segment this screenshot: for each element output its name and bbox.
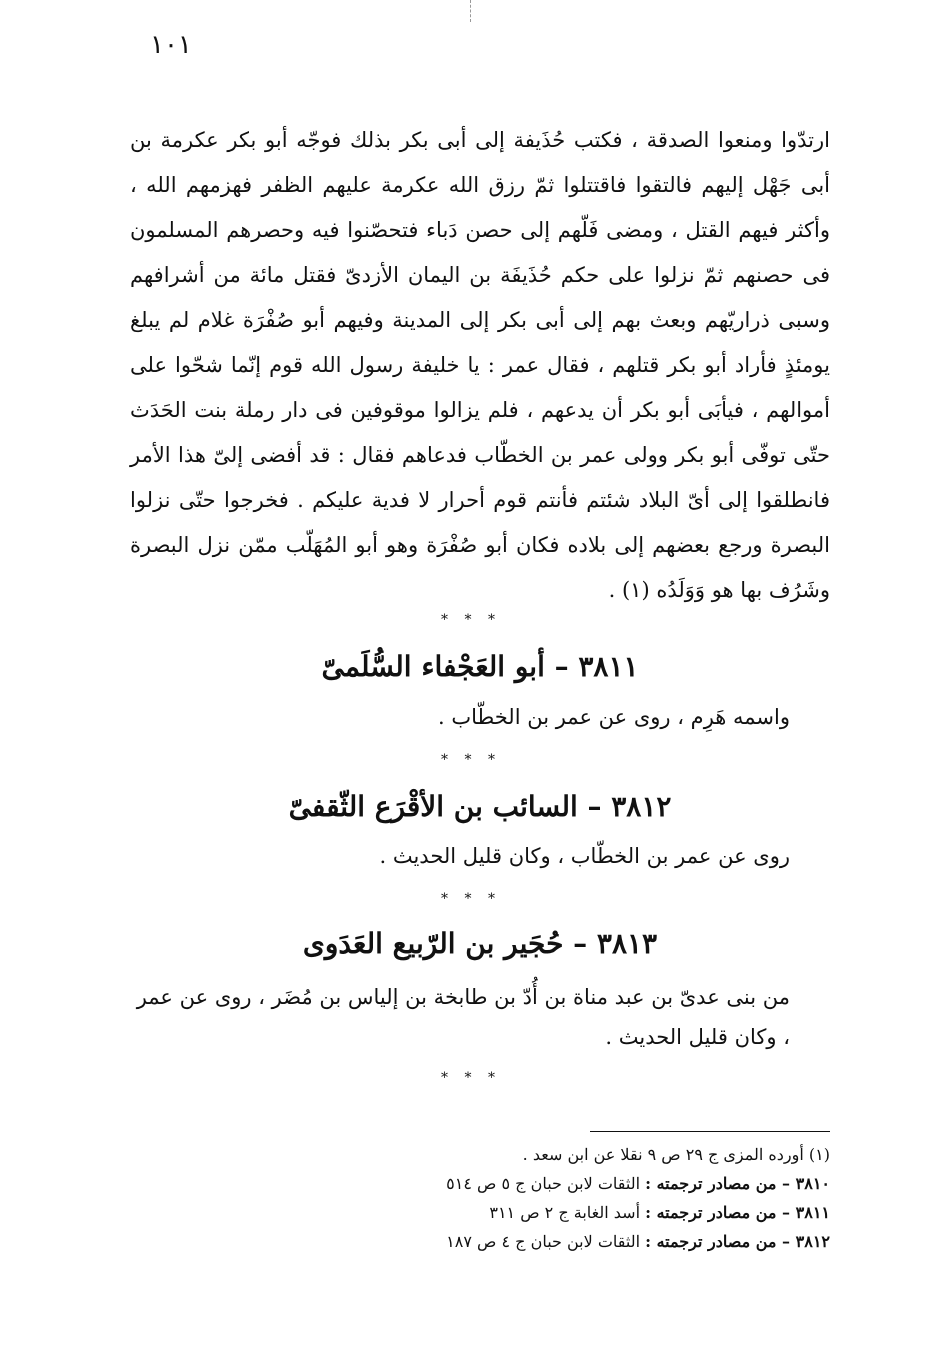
section-separator: * * * [441,891,501,907]
entry-heading-3811: ٣٨١١ – أبو العَجْفاء السُّلَمىّ [321,650,639,683]
source-label: ٣٨١٠ – من مصادر ترجمته : [645,1174,830,1193]
main-paragraph-text: ارتدّوا ومنعوا الصدقة ، فكتب حُذَيفة إلى أبى بكر بذلك فوجّه أبو بكر عكرمة بن أبى جَهْل إليهم فالتقوا فاقتتلوا ثمّ رزق الله عكرمة عليهم الظفر فهزمهم الله ، وأكثر فيهم القتل ، ومضى فَلّهم إلى حصن دَباء فتحصّنوا فيه وحصرهم المسلمون فى حصنهم ثمّ نزلوا على حكم حُذَيفَة بن اليمان الأزدىّ فقتل مائة من أشرافهم وسبى ذراريّهم وبعث بهم إلى أبى بكر إلى المدينة وفيهم أبو صُفْرَة غلام لم يبلغ يومئذٍ فأراد أبو بكر قتلهم ، فقال عمر : يا خليفة رسول الله قوم إنّما شحّوا على أموالهم ، فيأبَى أبو بكر أن يدعهم ، فلم يزالوا موقوفين فى دار رملة بنت الحَدَث حتّى توفّى أبو بكر وولى عمر بن الخطّاب فدعاهم فقال : قد أفضى إلىّ هذا الأمر فانطلقوا إلى أىّ البلاد شئتم فأنتم قوم أحرار لا فدية عليكم . فخرجوا حتّى نزلوا البصرة ورجع بعضهم إلى بلاده فكان أبو صُفْرَة وهو أبو المُهَلّب ممّن نزل البصرة وشَرُف بها هو وَوَلَدُه (١) . [130,128,830,602]
entry-heading-3812: ٣٨١٢ – السائب بن الأقْرَع الثّقفىّ [288,790,672,823]
page-top-mark [470,0,472,22]
main-paragraph [130,118,830,613]
source-text: الثقات لابن حبان ج ٥ ص ٥١٤ [446,1174,641,1193]
section-separator: * * * [441,1070,501,1086]
source-line [200,1169,830,1198]
entry-text-3811: واسمه هَرِم ، روى عن عمر بن الخطّاب . [438,705,790,729]
page-number: ١٠١ [150,30,192,60]
entry-text-3813: من بنى عدىّ بن عبد مناة بن أُدّ بن طابخة بن إلياس بن مُضَر ، روى عن عمر ، وكان قليل الحديث . [136,985,790,1049]
footnote-rule [590,1131,830,1132]
source-text: الثقات لابن حبان ج ٤ ص ١٨٧ [446,1232,641,1251]
source-line [200,1227,830,1256]
source-text: أسد الغابة ج ٢ ص ٣١١ [489,1203,641,1222]
section-separator: * * * [441,612,501,628]
source-line [200,1198,830,1227]
section-separator: * * * [441,752,501,768]
entry-text-3812: روى عن عمر بن الخطّاب ، وكان قليل الحديث . [379,844,790,868]
entry-heading-3813: ٣٨١٣ – حُجَير بن الرّبيع العَدَوى [302,927,658,960]
footnote-1: (١) أورده المزى ج ٢٩ ص ٩ نقلا عن ابن سعد . [522,1145,830,1164]
footnotes [200,1140,830,1256]
source-label: ٣٨١١ – من مصادر ترجمته : [645,1203,830,1222]
source-label: ٣٨١٢ – من مصادر ترجمته : [645,1232,830,1251]
